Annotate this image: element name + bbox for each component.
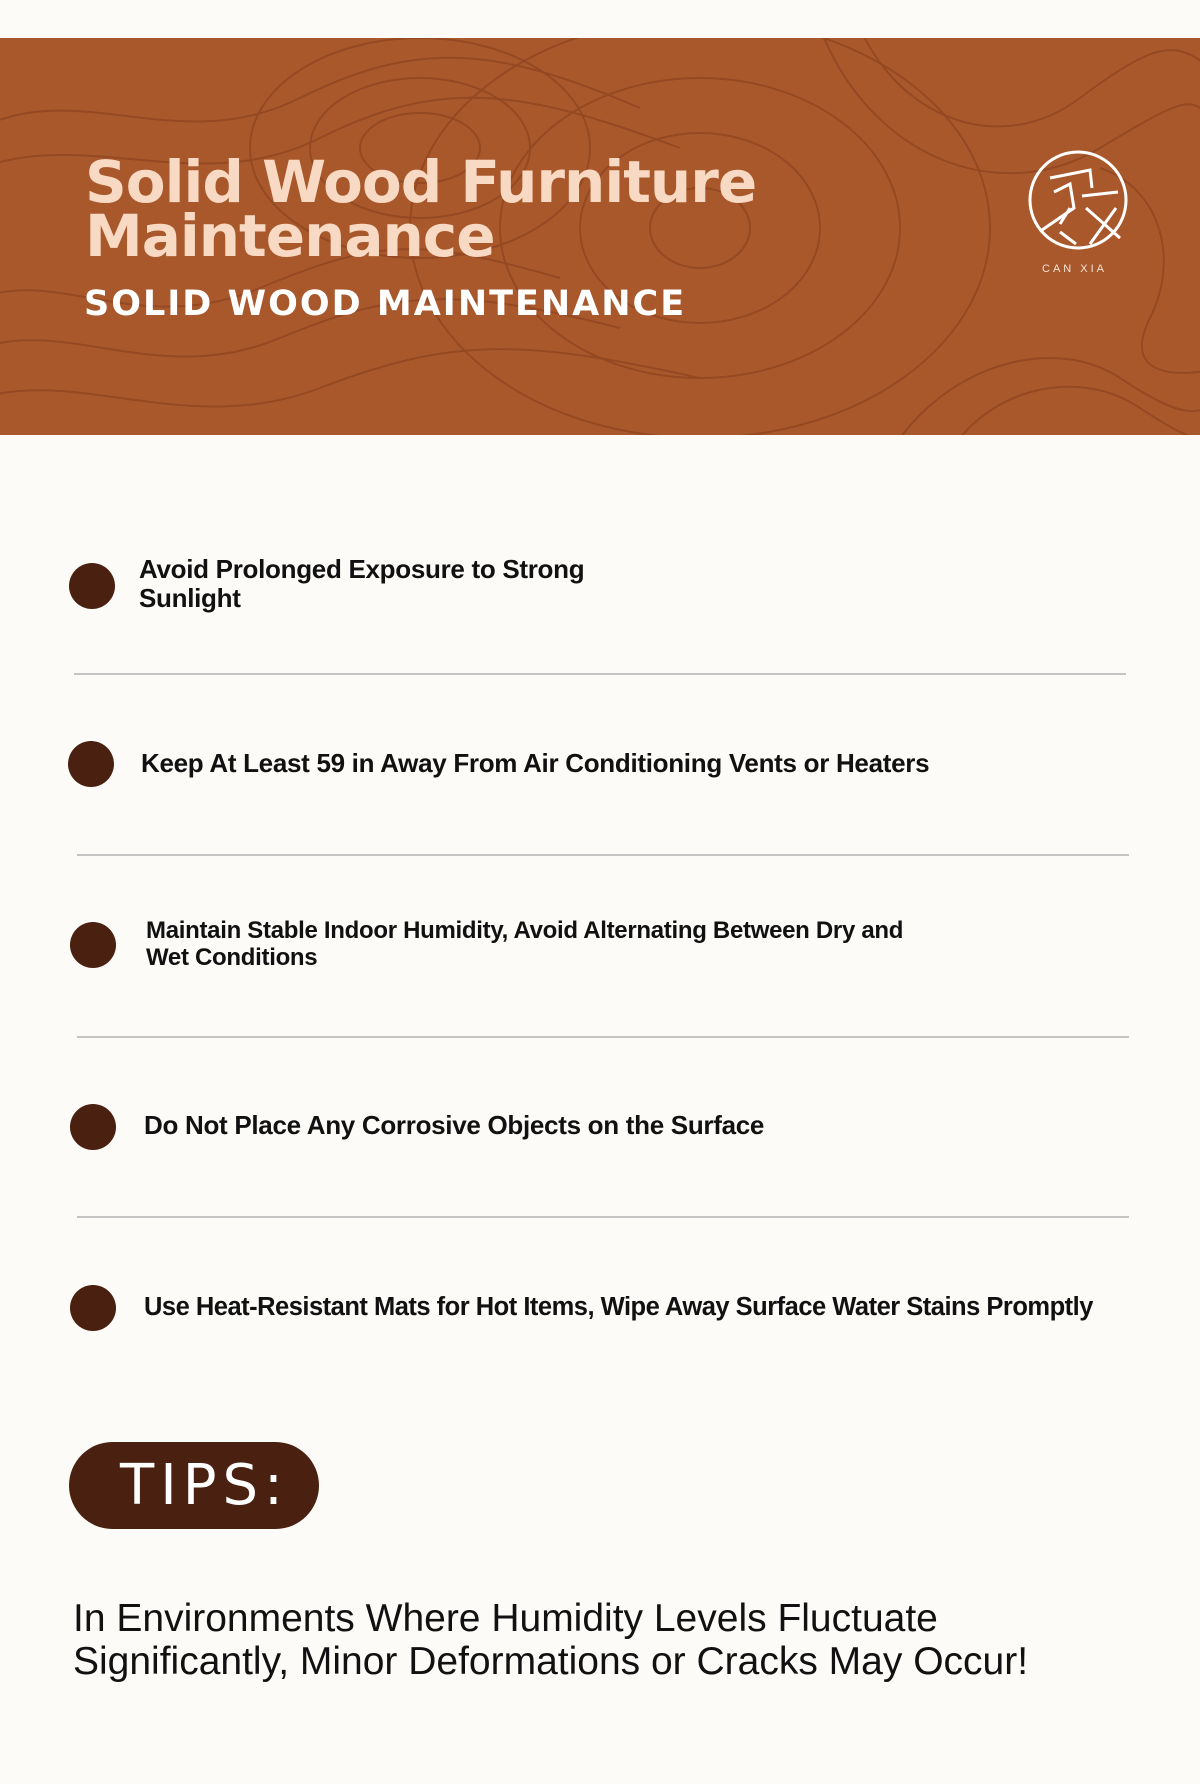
list-item-line: Wet Conditions (146, 944, 318, 971)
list-item-5: Use Heat-Resistant Mats for Hot Items, Wipe Away Surface Water Stains Promptly (144, 1293, 1093, 1321)
logo-text: CAN XIA (1042, 263, 1108, 275)
tips-label: TIPS: (120, 1453, 289, 1518)
list-item-3 (146, 917, 903, 971)
list-item-line: Maintain Stable Indoor Humidity, Avoid Alternating Between Dry and (146, 917, 904, 944)
page-subtitle: SOLID WOOD MAINTENANCE (84, 284, 687, 324)
bullet-dot (69, 563, 115, 609)
tips-text (73, 1597, 1173, 1683)
divider (77, 1216, 1129, 1218)
divider (77, 854, 1129, 856)
list-item-1 (139, 555, 584, 613)
bullet-dot (70, 1104, 116, 1150)
bullet-dot (70, 1285, 116, 1331)
list-item-line: Sunlight (139, 583, 241, 613)
divider (74, 673, 1126, 675)
bullet-dot (70, 922, 116, 968)
list-item-2: Keep At Least 59 in Away From Air Conditioning Vents or Heaters (141, 748, 930, 778)
divider (77, 1036, 1129, 1038)
title-line-2: Maintenance (85, 202, 495, 270)
header-banner (0, 38, 1200, 435)
bullet-dot (68, 741, 114, 787)
title-line-1: Solid Wood Furniture (85, 148, 757, 216)
page-title (85, 148, 757, 270)
list-item-line: Avoid Prolonged Exposure to Strong (139, 554, 585, 584)
tips-line: Significantly, Minor Deformations or Cracks May Occur! (73, 1640, 1029, 1683)
list-item-4: Do Not Place Any Corrosive Objects on the Surface (144, 1110, 765, 1140)
tips-line: In Environments Where Humidity Levels Fluctuate (73, 1597, 938, 1640)
